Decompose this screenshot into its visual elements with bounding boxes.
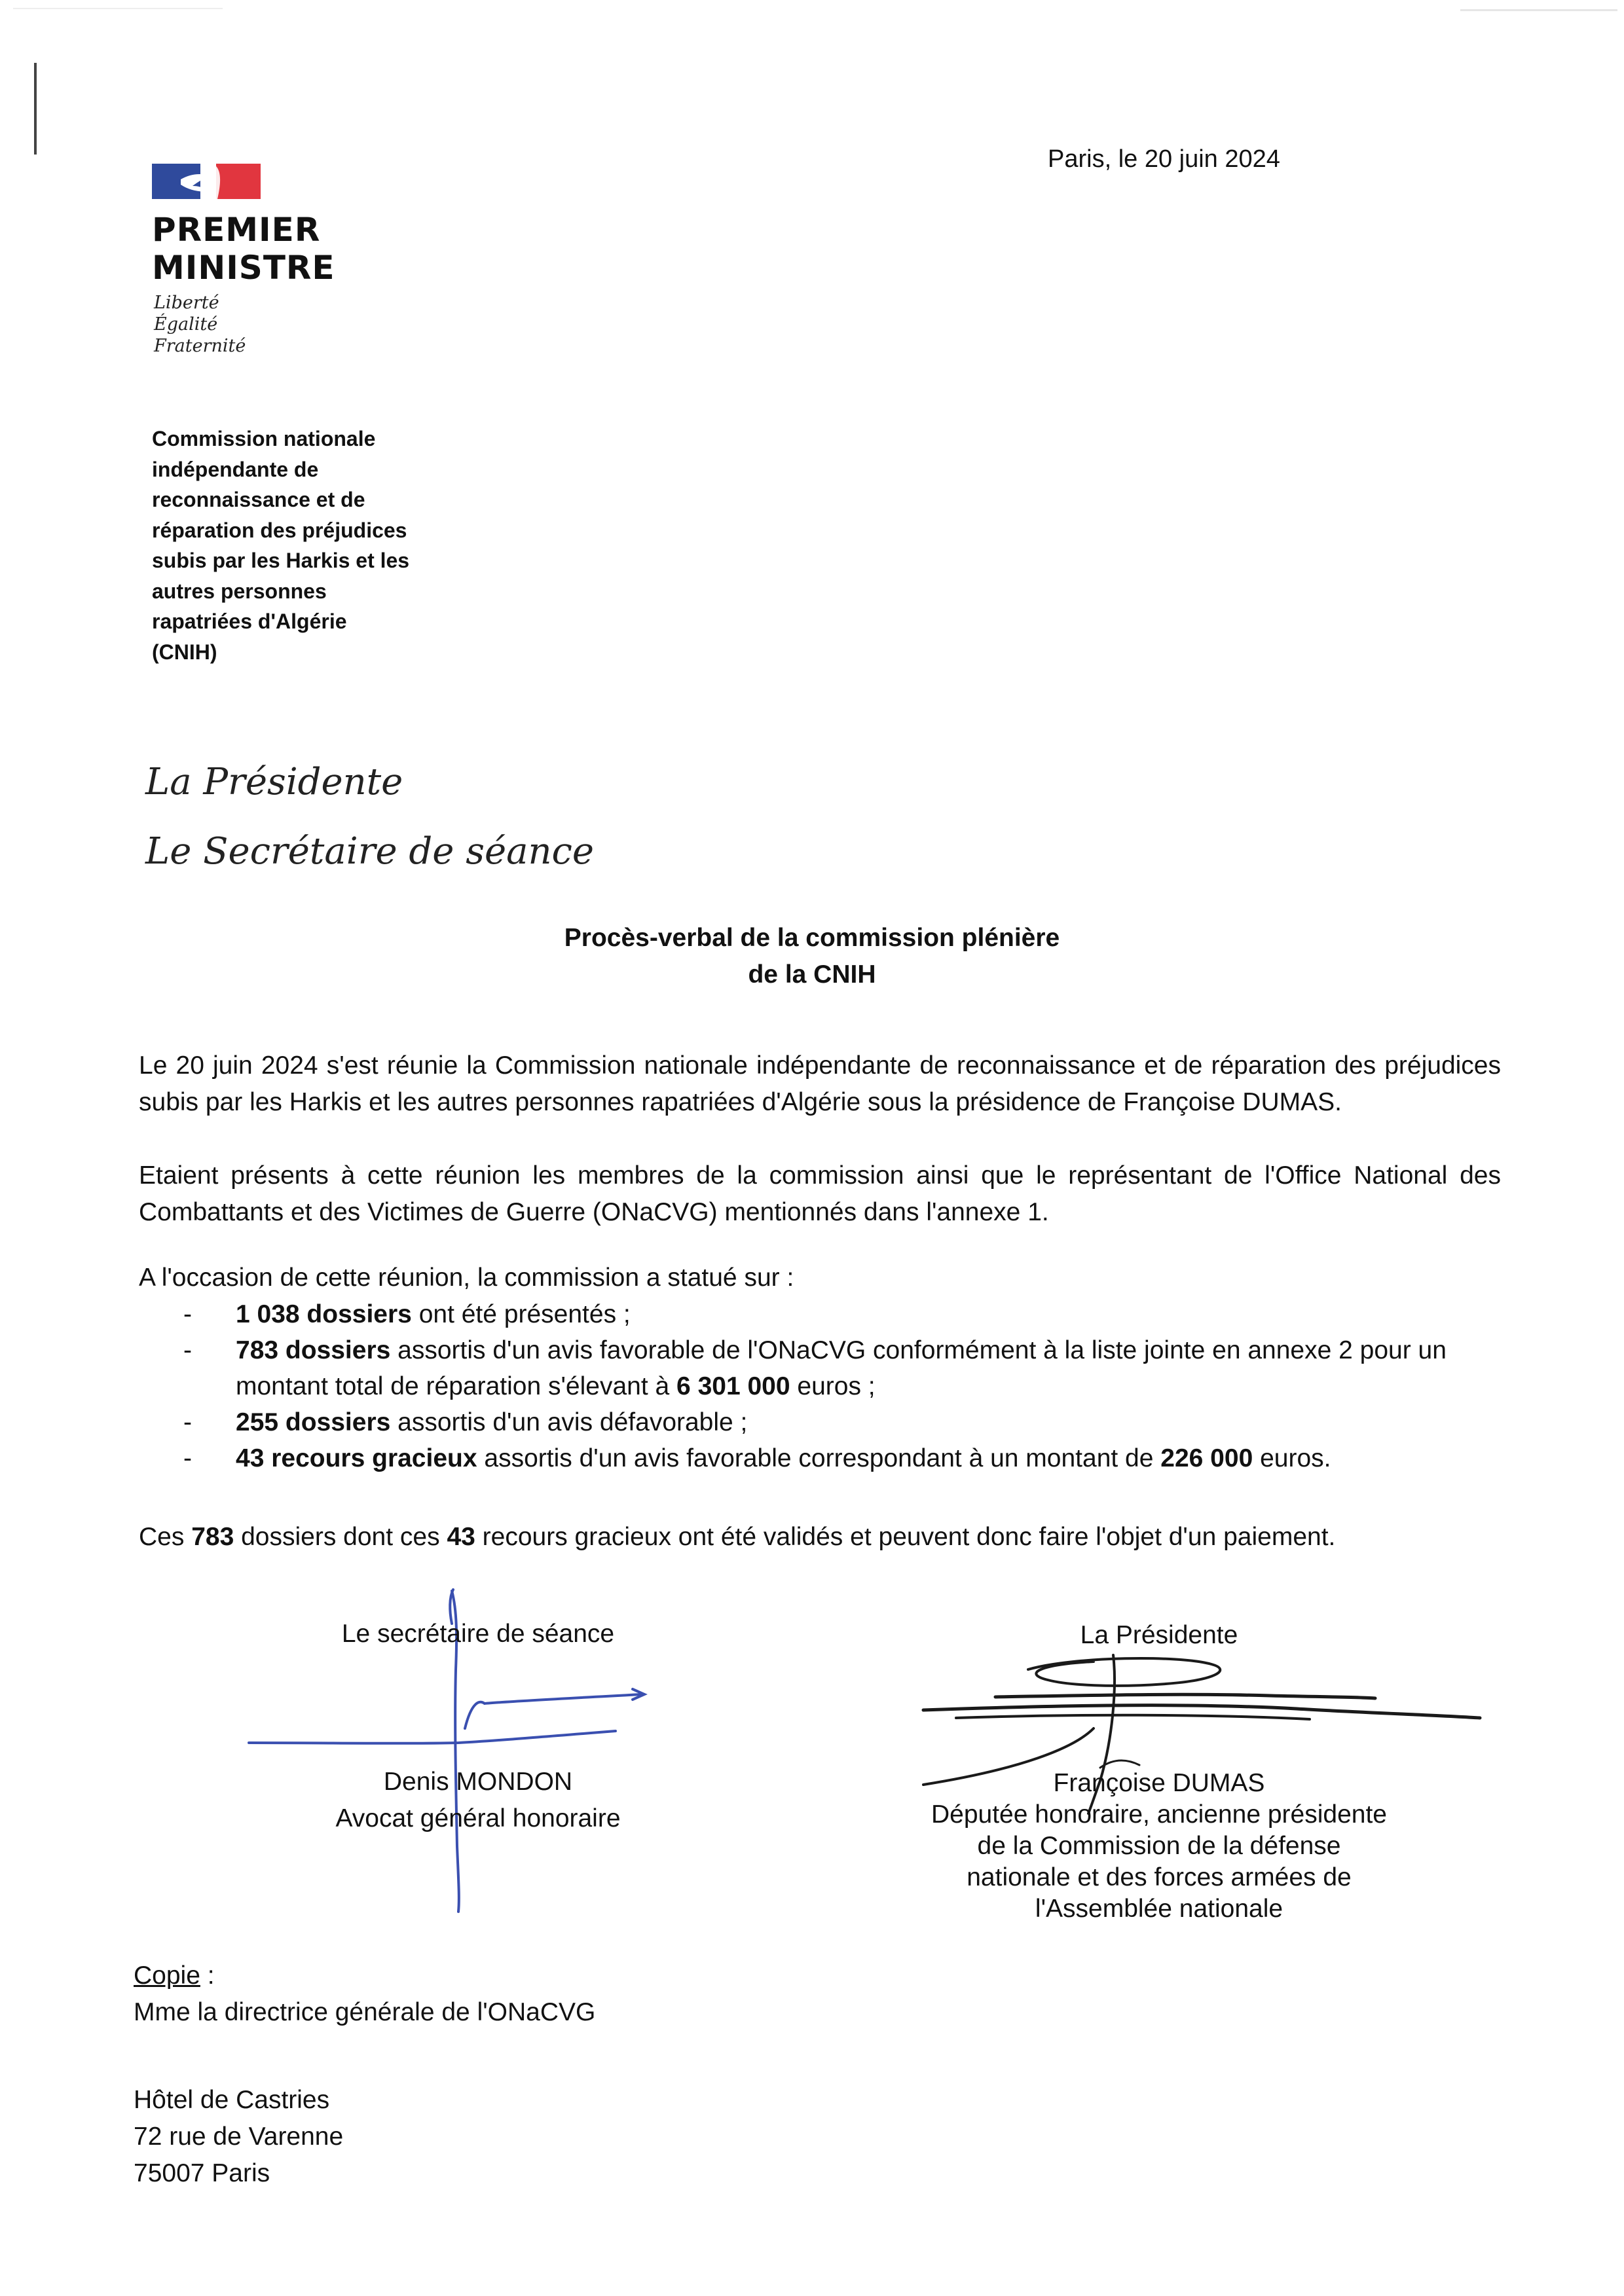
script-heading-secretary: Le Secrétaire de séance [145, 830, 595, 873]
item-text: ont été présentés ; [411, 1300, 631, 1328]
address-line: 75007 Paris [134, 2159, 270, 2187]
republic-motto [154, 292, 246, 357]
scan-artifact-mark [34, 63, 37, 155]
motto-line: Liberté [154, 293, 219, 313]
government-title-line: PREMIER [152, 211, 321, 249]
item-bold: 783 dossiers [236, 1336, 391, 1364]
organization-line: autres personnes [152, 579, 327, 603]
copy-section [134, 1958, 595, 2031]
copy-heading [134, 1958, 595, 1994]
scan-artifact-line [1460, 9, 1617, 11]
item-amount: 226 000 [1160, 1444, 1253, 1472]
list-dash: - [183, 1444, 192, 1472]
president-title-line: l'Assemblée nationale [1035, 1895, 1283, 1923]
meeting-paragraph: Le 20 juin 2024 s'est réunie la Commission nationale indépendante de reconnaissance et de réparation des préjudices subis par les Harkis et les autres personnes rapatriées d'Algérie sous la présidence de Françoise DUMAS. [139, 1051, 1501, 1116]
organization-line: reconnaissance et de [152, 488, 365, 511]
item-text: euros. [1253, 1444, 1331, 1472]
secretary-name: Denis MONDON [383, 1768, 573, 1796]
motto-line: Égalité [154, 314, 218, 335]
closing-paragraph [139, 1519, 1501, 1556]
motto-line: Fraternité [154, 336, 246, 356]
secretary-title: Avocat général honoraire [335, 1804, 621, 1832]
organization-line: indépendante de [152, 457, 319, 481]
list-dash: - [183, 1336, 192, 1364]
item-text: assortis d'un avis favorable de l'ONaCVG conformément à la liste jointe en annexe 2 pour un montant total de réparation s'élevant à [236, 1336, 1447, 1400]
president-role: La Présidente [1080, 1621, 1238, 1649]
document-title-line: Procès-verbal de la commission plénière [564, 924, 1060, 952]
president-title-line: Députée honoraire, ancienne présidente [931, 1800, 1387, 1829]
organization-line: réparation des préjudices [152, 518, 407, 542]
copy-recipient: Mme la directrice générale de l'ONaCVG [134, 1998, 596, 2026]
document-title [0, 920, 1624, 993]
government-title-line: MINISTRE [152, 249, 335, 287]
closing-text: recours gracieux ont été validés et peuvent donc faire l'objet d'un paiement. [475, 1523, 1336, 1551]
president-title [877, 1799, 1441, 1925]
document-date: Paris, le 20 juin 2024 [1048, 145, 1280, 173]
copy-label: Copie [134, 1961, 200, 1990]
item-amount: 6 301 000 [676, 1372, 790, 1400]
organization-line: Commission nationale [152, 427, 376, 450]
address-line: 72 rue de Varenne [134, 2123, 344, 2151]
script-heading-president: La Présidente [145, 761, 403, 803]
address-line: Hôtel de Castries [134, 2086, 330, 2114]
closing-text: Ces [139, 1523, 192, 1551]
item-bold: 1 038 dossiers [236, 1300, 412, 1328]
secretary-role: Le secrétaire de séance [341, 1620, 615, 1648]
closing-bold: 43 [447, 1523, 475, 1551]
list-item [139, 1440, 1501, 1476]
scan-artifact-line [13, 8, 223, 9]
item-text: assortis d'un avis défavorable ; [390, 1408, 748, 1436]
item-text: assortis d'un avis favorable correspondant à un montant de [477, 1444, 1161, 1472]
organization-name [152, 424, 453, 667]
decisions-intro: A l'occasion de cette réunion, la commission a statué sur : [139, 1264, 794, 1292]
list-dash: - [183, 1300, 192, 1328]
item-bold: 255 dossiers [236, 1408, 391, 1436]
marianne-logo-icon [152, 160, 261, 203]
organization-line: (CNIH) [152, 640, 217, 664]
organization-line: rapatriées d'Algérie [152, 610, 347, 633]
president-name: Françoise DUMAS [1053, 1769, 1265, 1797]
decisions-list [139, 1296, 1501, 1476]
list-item [139, 1332, 1501, 1404]
list-item [139, 1296, 1501, 1332]
government-title [152, 211, 335, 287]
attendees-paragraph: Etaient présents à cette réunion les membres de la commission ainsi que le représentant de l'Office National des Combattants et des Victimes de Guerre (ONaCVG) mentionnés dans l'annexe 1. [139, 1161, 1501, 1226]
list-dash: - [183, 1408, 192, 1436]
organization-line: subis par les Harkis et les [152, 549, 410, 572]
document-title-line: de la CNIH [748, 960, 876, 989]
closing-text: dossiers dont ces [234, 1523, 447, 1551]
item-text: euros ; [790, 1372, 876, 1400]
copy-label-suffix: : [200, 1961, 215, 1990]
item-bold: 43 recours gracieux [236, 1444, 477, 1472]
closing-bold: 783 [191, 1523, 234, 1551]
president-title-line: nationale et des forces armées de [967, 1863, 1352, 1891]
list-item [139, 1404, 1501, 1440]
postal-address [134, 2082, 343, 2192]
president-title-line: de la Commission de la défense [977, 1832, 1341, 1860]
